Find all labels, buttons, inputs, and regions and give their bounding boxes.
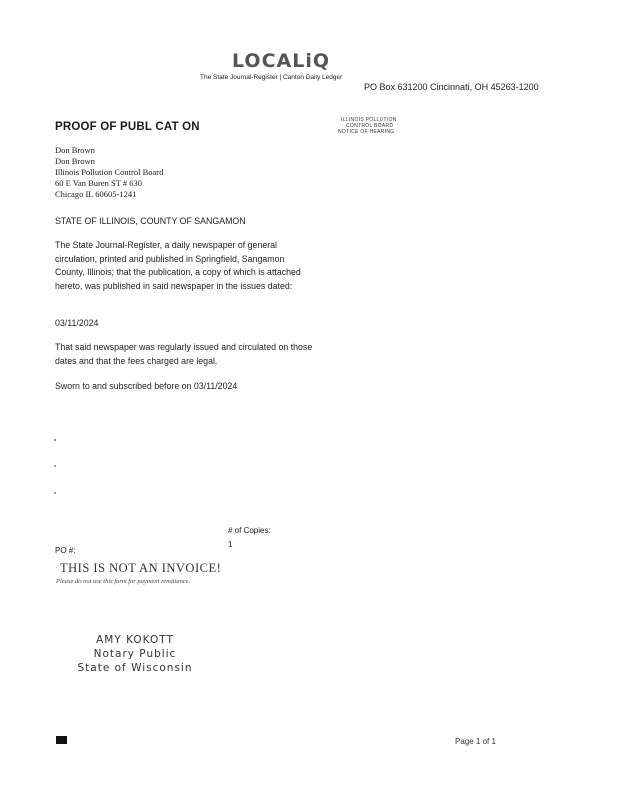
sworn-statement: Sworn to and subscribed before on 03/11/2024: [55, 381, 238, 391]
publication-names: The State Journal-Register | Canton Daily Ledger: [200, 74, 343, 81]
not-invoice-heading: THIS IS NOT AN INVOICE!: [60, 561, 222, 575]
notary-title: Notary Public: [93, 648, 177, 660]
recipient-line: 60 E Van Buren ST # 630: [55, 178, 143, 188]
scan-speck: [54, 492, 56, 494]
notary-state: State of Wisconsin: [77, 662, 193, 674]
page-number: Page 1 of 1: [455, 737, 496, 746]
recipient-line: Don Brown: [55, 156, 95, 166]
copies-value: 1: [228, 540, 233, 549]
circulation-statement: That said newspaper was regularly issued and circulated on those dates and that the fees charged are legal.: [55, 342, 313, 366]
issue-date: 03/11/2024: [55, 318, 99, 328]
recipient-address: [55, 145, 163, 200]
po-number-label: PO #:: [55, 546, 76, 555]
notice-label-2: CONTROL BOARD: [346, 123, 394, 129]
copies-label: # of Copies:: [228, 526, 271, 535]
flag-icon: [56, 736, 67, 744]
notary-name: AMY KOKOTT: [96, 634, 174, 646]
recipient-line: Illinois Pollution Control Board: [55, 167, 164, 177]
scan-speck: [54, 439, 56, 441]
recipient-line: Chicago IL 60605-1241: [55, 189, 137, 199]
publication-statement: The State Journal-Register, a daily newspaper of general circulation, printed and published in Springfield, Sangamon County, Illinois; that the publication, a copy of which is attached hereto, was published in said newspaper in the issues dated:: [55, 240, 301, 291]
notary-stamp: [70, 633, 200, 675]
notice-label-3: NOTICE OF HEARING: [338, 129, 395, 135]
jurisdiction: STATE OF ILLINOIS, COUNTY OF SANGAMON: [55, 216, 246, 226]
localiq-logo: LOCALiQ: [232, 50, 331, 72]
recipient-line: Don Brown: [55, 145, 95, 155]
document-title: PROOF OF PUBL CAT ON: [55, 121, 200, 133]
scan-speck: [54, 465, 56, 467]
notice-label-1: ILLINOIS POLLUTION: [341, 117, 397, 123]
copies-block: [228, 524, 271, 552]
po-box-address: PO Box 631200 Cincinnati, OH 45263-1200: [364, 82, 539, 92]
invoice-note: Please do not use this form for payment remittance.: [56, 578, 191, 585]
